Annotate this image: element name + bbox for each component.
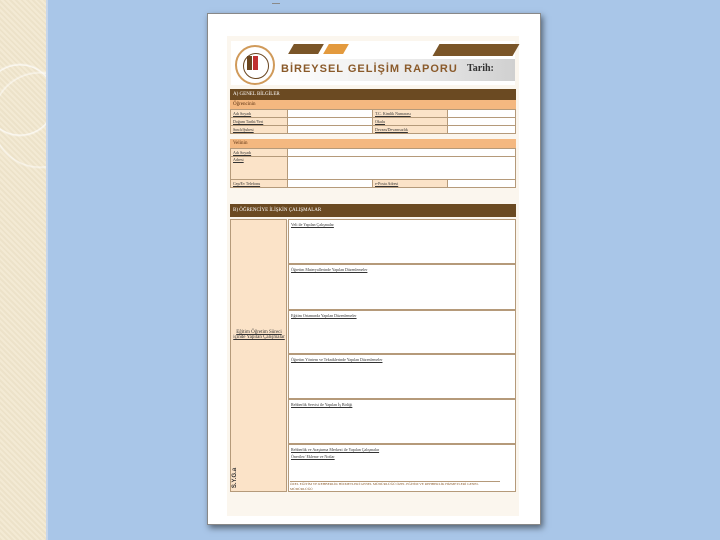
table-cell: Doğum Tarihi/Yeri [231,118,288,126]
decorative-side-panel [0,0,46,540]
table-cell: Sınıfı/Şubesi [231,126,288,134]
guardian-subheader: Velinin [230,139,516,148]
table-cell: T.C. Kimlik Numarası [373,110,448,118]
student-subheader: Öğrencinin [230,100,516,109]
guardian-info-table [230,148,516,188]
table-cell[interactable] [288,149,516,157]
report-title: BİREYSEL GELİŞİM RAPORU [281,63,458,75]
table-cell[interactable] [288,157,516,180]
activity-box-materials[interactable] [288,264,516,310]
activities-side-column [230,219,287,492]
box-title: Öğretim Yöntem ve Tekniklerinde Yapılan Düzenlemeler [291,357,383,362]
top-marker [272,0,280,4]
table-cell: Adı Soyadı [231,149,288,157]
table-cell[interactable] [448,118,516,126]
box-title: Öğretim Materyallerinde Yapılan Düzenlemeler [291,267,368,272]
table-cell[interactable] [288,126,373,134]
table-row [231,149,516,157]
table-cell: Cep/Ev Telefonu [231,180,288,188]
document-page [207,13,541,525]
table-cell[interactable] [288,118,373,126]
date-label: Tarih: [467,63,494,74]
table-cell[interactable] [448,126,516,134]
table-row [231,118,516,126]
side-panel-edge [46,0,48,540]
table-row [231,157,516,180]
activities-label: Eğitim Öğretim Süreci içinde Yapılan Çalışmalar [233,330,285,340]
box-title: Rehberlik Servisi ile Yapılan İş Birliği [291,402,353,407]
ministry-logo-icon [235,45,275,85]
table-row [231,126,516,134]
table-cell[interactable] [288,110,373,118]
footer-text: ÖZEL EĞİTİM VE REHBERLİK HİZMETLERİ GENEL MÜDÜRLÜĞÜ ÖZEL EĞİTİM VE REHBERLİK HİZMETLERİ GENEL MÜDÜRLÜĞÜ [290,482,479,491]
table-cell: e-Posta Adresi [373,180,448,188]
box-title: Rehberlik ve Araştırma Merkezi ile Yapılan Çalışmalar [291,447,380,452]
table-cell: Devam/Devamsızlık [373,126,448,134]
table-cell[interactable] [448,110,516,118]
page-body [227,36,519,516]
side-code: S.Y.G.a [232,467,239,489]
table-cell: Okulu [373,118,448,126]
table-cell: Adı Soyadı [231,110,288,118]
activity-box-methods[interactable] [288,354,516,399]
header-stripe [288,44,324,54]
section-a-title: A) GENEL BİLGİLER [230,89,516,100]
section-b-title: B) ÖĞRENCİYE İLİŞKİN ÇALIŞMALAR [230,204,516,217]
table-row [231,180,516,188]
header-stripe [323,44,349,54]
box-subtitle: Öneriler/ Ekleme ve Notlar [291,454,335,459]
box-title: Eğitim Ortamında Yapılan Düzenlemeler [291,313,357,318]
report-header [231,41,515,85]
student-info-table [230,109,516,134]
activity-box-environment[interactable] [288,310,516,354]
table-row [231,110,516,118]
table-cell[interactable] [448,180,516,188]
box-title: Veli ile Yapılan Çalışmalar [291,222,334,227]
activity-box-parents[interactable] [288,219,516,264]
activity-box-guidance[interactable] [288,399,516,444]
header-stripe [433,44,520,56]
table-cell: Adresi [231,157,288,180]
table-cell[interactable] [288,180,373,188]
